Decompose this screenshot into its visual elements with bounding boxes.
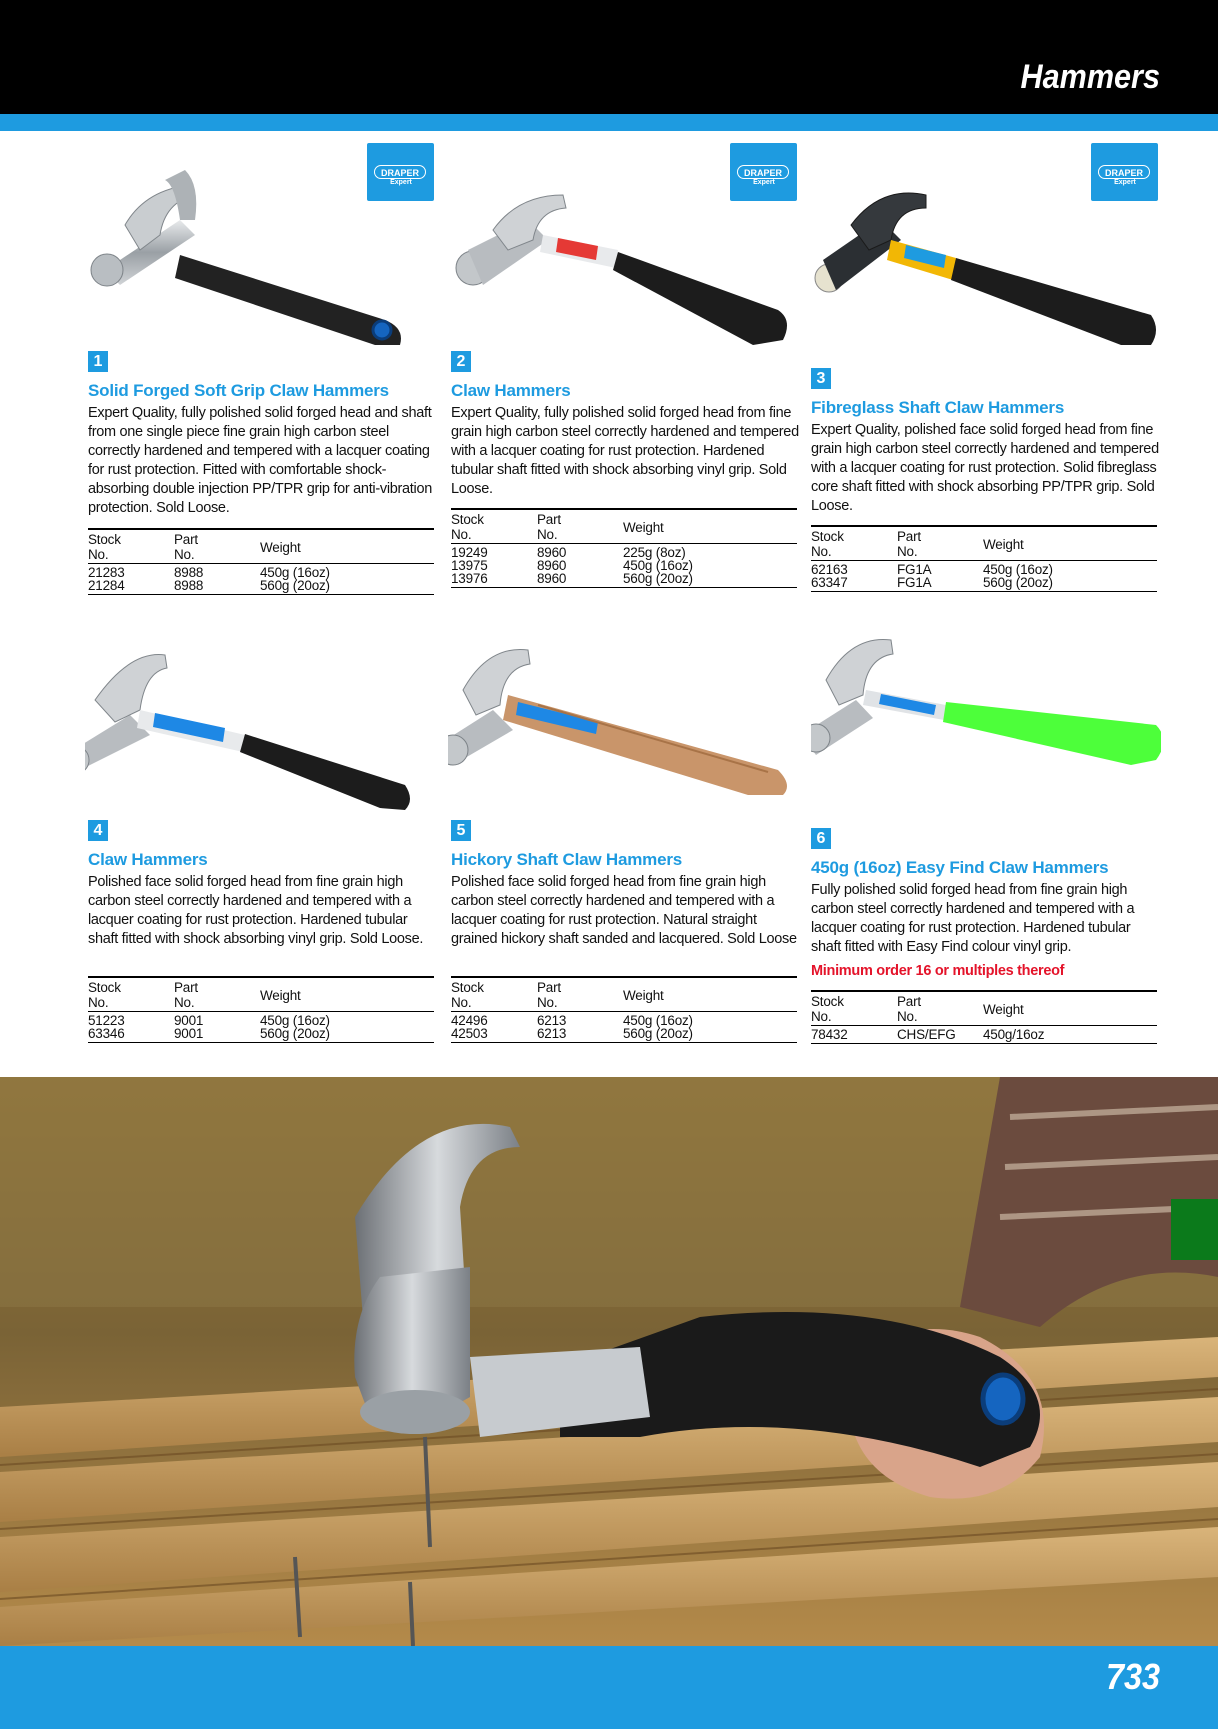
draper-logo-text: DRAPER [374,165,426,179]
col-part-header: Part No. [174,980,198,1010]
page-number: 733 [1105,1656,1160,1697]
product-number-badge: 2 [451,351,471,372]
draper-expert-logo [367,143,434,201]
spec-table-header [811,526,1157,561]
product-card-1 [85,140,435,600]
table-row: 63347 FG1A 560g (20oz) [811,575,1053,590]
product-card-5 [448,610,798,1050]
col-stock-header: Stock No. [451,512,484,542]
claw-hammer-vinyl-grip-image [85,610,435,820]
page-footer [0,1646,1218,1729]
col-stock-header: Stock No. [88,532,121,562]
draper-logo-text: DRAPER [737,165,789,179]
col-part-header: Part No. [537,980,561,1010]
product-description: Fully polished solid forged head from fine grain high carbon steel correctly hardened and tempered with a lacquer coating for rust protection. Hardened tubular shaft fitted with Easy Find colour vinyl grip. [811,882,1135,955]
spec-table-header [451,509,797,544]
spec-table-header [88,529,434,564]
product-title: 450g (16oz) Easy Find Claw Hammers [811,858,1109,877]
col-weight-header: Weight [983,1001,1024,1017]
col-weight-header: Weight [623,519,664,535]
table-row: 62163 FG1A 450g (16oz) [811,562,1053,577]
col-part-header: Part No. [897,529,921,559]
product-number-badge: 6 [811,828,831,849]
product-title: Solid Forged Soft Grip Claw Hammers [88,381,389,400]
spec-table [88,528,434,595]
hickory-claw-hammer-image [448,610,798,820]
product-description: Expert Quality, fully polished solid forged head from fine grain high carbon steel correctly hardened and tempered with a lacquer coating for rust protection. Hardened tubular shaft fitted with shock absorbing vinyl grip. Sold Loose. [451,405,799,497]
table-row: 51223 9001 450g (16oz) [88,1013,330,1028]
spec-table-header [88,977,434,1012]
easy-find-claw-hammer-image [811,610,1161,820]
product-number-badge: 3 [811,368,831,389]
expert-logo-text: Expert [1114,179,1136,186]
header-accent-bar [0,114,1218,131]
table-row: 21283 8988 450g (16oz) [88,565,330,580]
col-stock-header: Stock No. [88,980,121,1010]
expert-logo-text: Expert [753,179,775,186]
product-card-4 [85,610,435,1050]
product-card-2 [448,140,798,600]
draper-expert-logo [730,143,797,201]
col-stock-header: Stock No. [451,980,484,1010]
table-row: 42496 6213 450g (16oz) [451,1013,693,1028]
product-card-6 [811,610,1161,1050]
table-row: 78432 CHS/EFG 450g/16oz [811,1027,1045,1042]
product-number-badge: 5 [451,820,471,841]
spec-table [88,976,434,1043]
spec-table [811,990,1157,1044]
expert-logo-text: Expert [390,179,412,186]
table-row: 19249 8960 225g (8oz) [451,545,686,560]
col-weight-header: Weight [983,536,1024,552]
draper-logo-text: DRAPER [1098,165,1150,179]
col-part-header: Part No. [174,532,198,562]
hammering-nail-photo [0,1077,1218,1646]
col-weight-header: Weight [260,539,301,555]
col-stock-header: Stock No. [811,994,844,1024]
section-tab-marker [1171,1199,1218,1260]
spec-table-header [811,991,1157,1026]
col-weight-header: Weight [623,987,664,1003]
product-title: Claw Hammers [451,381,571,400]
table-row: 21284 8988 560g (20oz) [88,578,330,593]
product-title: Claw Hammers [88,850,208,869]
product-title: Hickory Shaft Claw Hammers [451,850,682,869]
product-card-3 [811,140,1161,600]
product-title: Fibreglass Shaft Claw Hammers [811,398,1065,417]
table-row: 13975 8960 450g (16oz) [451,558,693,573]
product-description: Expert Quality, polished face solid forged head from fine grain high carbon steel correctly hardened and tempered with a lacquer coating for rust protection. Solid fibreglass core shaft fitted with shock absorbing PP/TPR grip. Sold Loose. [811,422,1159,514]
table-row: 13976 8960 560g (20oz) [451,571,693,586]
product-number-badge: 4 [88,820,108,841]
col-stock-header: Stock No. [811,529,844,559]
page-title: Hammers [1020,58,1160,96]
spec-table-header [451,977,797,1012]
table-row: 63346 9001 560g (20oz) [88,1026,330,1041]
minimum-order-note: Minimum order 16 or multiples thereof [811,963,1065,979]
spec-table [451,508,797,588]
col-part-header: Part No. [537,512,561,542]
table-row: 42503 6213 560g (20oz) [451,1026,693,1041]
spec-table [811,525,1157,592]
draper-expert-logo [1091,143,1158,201]
product-number-badge: 1 [88,351,108,372]
product-description: Expert Quality, fully polished solid forged head and shaft from one single piece fine grain high carbon steel correctly hardened and tempered with a lacquer coating for rust protection. Fitted with comfortable shock-absorbing double injection PP/TPR grip for anti-vibration protection. Sold Loose. [88,405,432,516]
product-description: Polished face solid forged head from fine grain high carbon steel correctly hardened and tempered with a lacquer coating for rust protection. Hardened tubular shaft fitted with shock absorbing vinyl grip. Sold Loose. [88,874,424,947]
spec-table [451,976,797,1043]
product-description: Polished face solid forged head from fine grain high carbon steel correctly hardened and tempered with a lacquer coating for rust protection. Natural straight grained hickory shaft sanded and lacquered. Sold Loose [451,874,797,947]
col-weight-header: Weight [260,987,301,1003]
page-header [0,0,1218,114]
col-part-header: Part No. [897,994,921,1024]
